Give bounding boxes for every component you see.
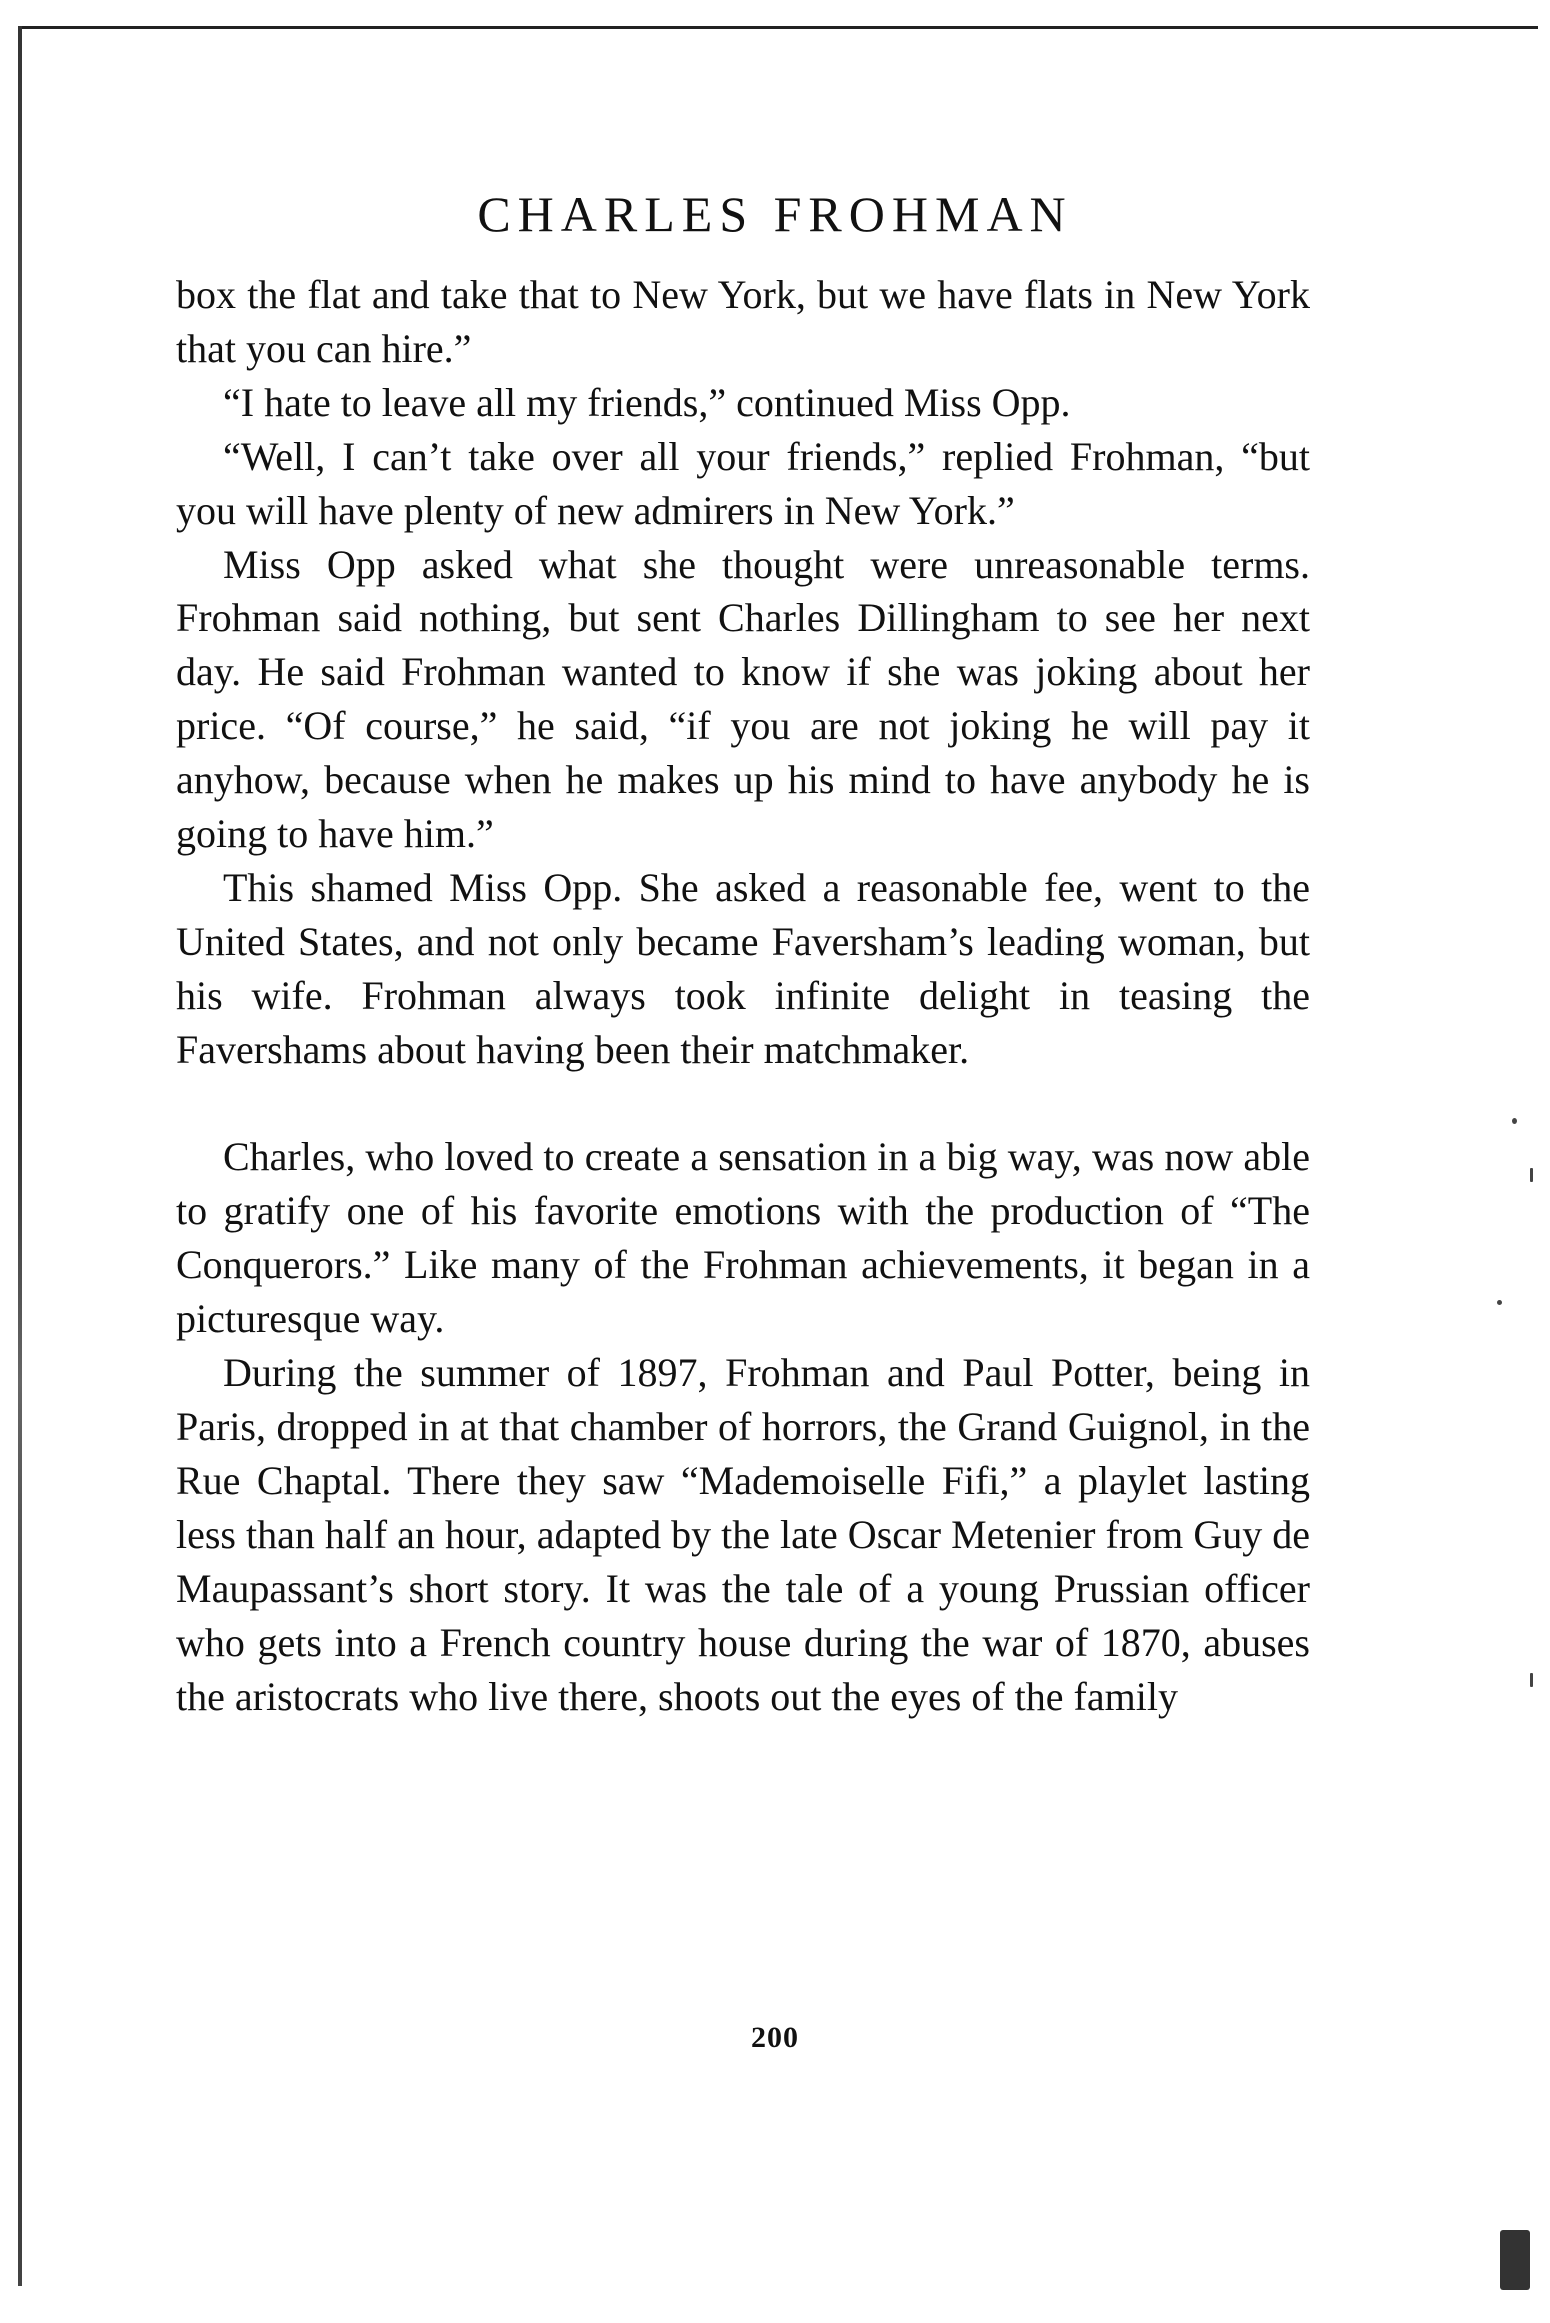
scan-speck [1512,1118,1517,1124]
paragraph-1: box the flat and take that to New York, but we have flats in New York that you can hire.” [176,272,1310,371]
paragraph-4: Miss Opp asked what she thought were unreasonable terms. Frohman said nothing, but sent Charles Dillingham to see her next day. He said Frohman wanted to know if she was joking about her price. “Of course,” he said, “if you are not joking he will pay it anyhow, because when he makes up his mind to have anybody he is going to have him.” [176,541,1310,857]
page-top-edge [18,26,1538,29]
scan-speck [1500,2230,1530,2290]
paragraph-7: During the summer of 1897, Frohman and Paul Potter, being in Paris, dropped in at that chamber of horrors, the Grand Guignol, in the Rue Chaptal. There they saw “Mademoiselle Fifi,” a playlet lasting less than half an hour, adapted by the late Oscar Metenier from Guy de Maupassant’s short story. It was the tale of a young Prussian officer who gets into a French country house during the war of 1870, abuses the aristocrats who live there, shoots out the eyes of the family [176,1350,1310,1719]
paragraph-3: “Well, I can’t take over all your friends,” replied Frohman, “but you will have plenty of new admirers in New York.” [176,433,1310,533]
page-number: 200 [751,2021,799,2054]
body-text [176,268,1310,1723]
page-left-edge [18,26,22,2286]
running-head: CHARLES FROHMAN [477,186,1073,242]
section-break [176,1077,1310,1131]
paragraph-2: “I hate to leave all my friends,” continued Miss Opp. [223,379,1071,425]
scan-speck [1530,1673,1533,1687]
paragraph-5: This shamed Miss Opp. She asked a reasonable fee, went to the United States, and not only became Faversham’s leading woman, but his wife. Frohman always took infinite delight in teasing the Favershams about having been their matchmaker. [176,864,1310,1072]
scan-speck [1497,1300,1502,1305]
scan-speck [1530,1168,1533,1182]
paragraph-6: Charles, who loved to create a sensation in a big way, was now able to gratify one of his favorite emotions with the production of “The Conquerors.” Like many of the Frohman achievements, it began in a picturesque way. [176,1134,1310,1342]
